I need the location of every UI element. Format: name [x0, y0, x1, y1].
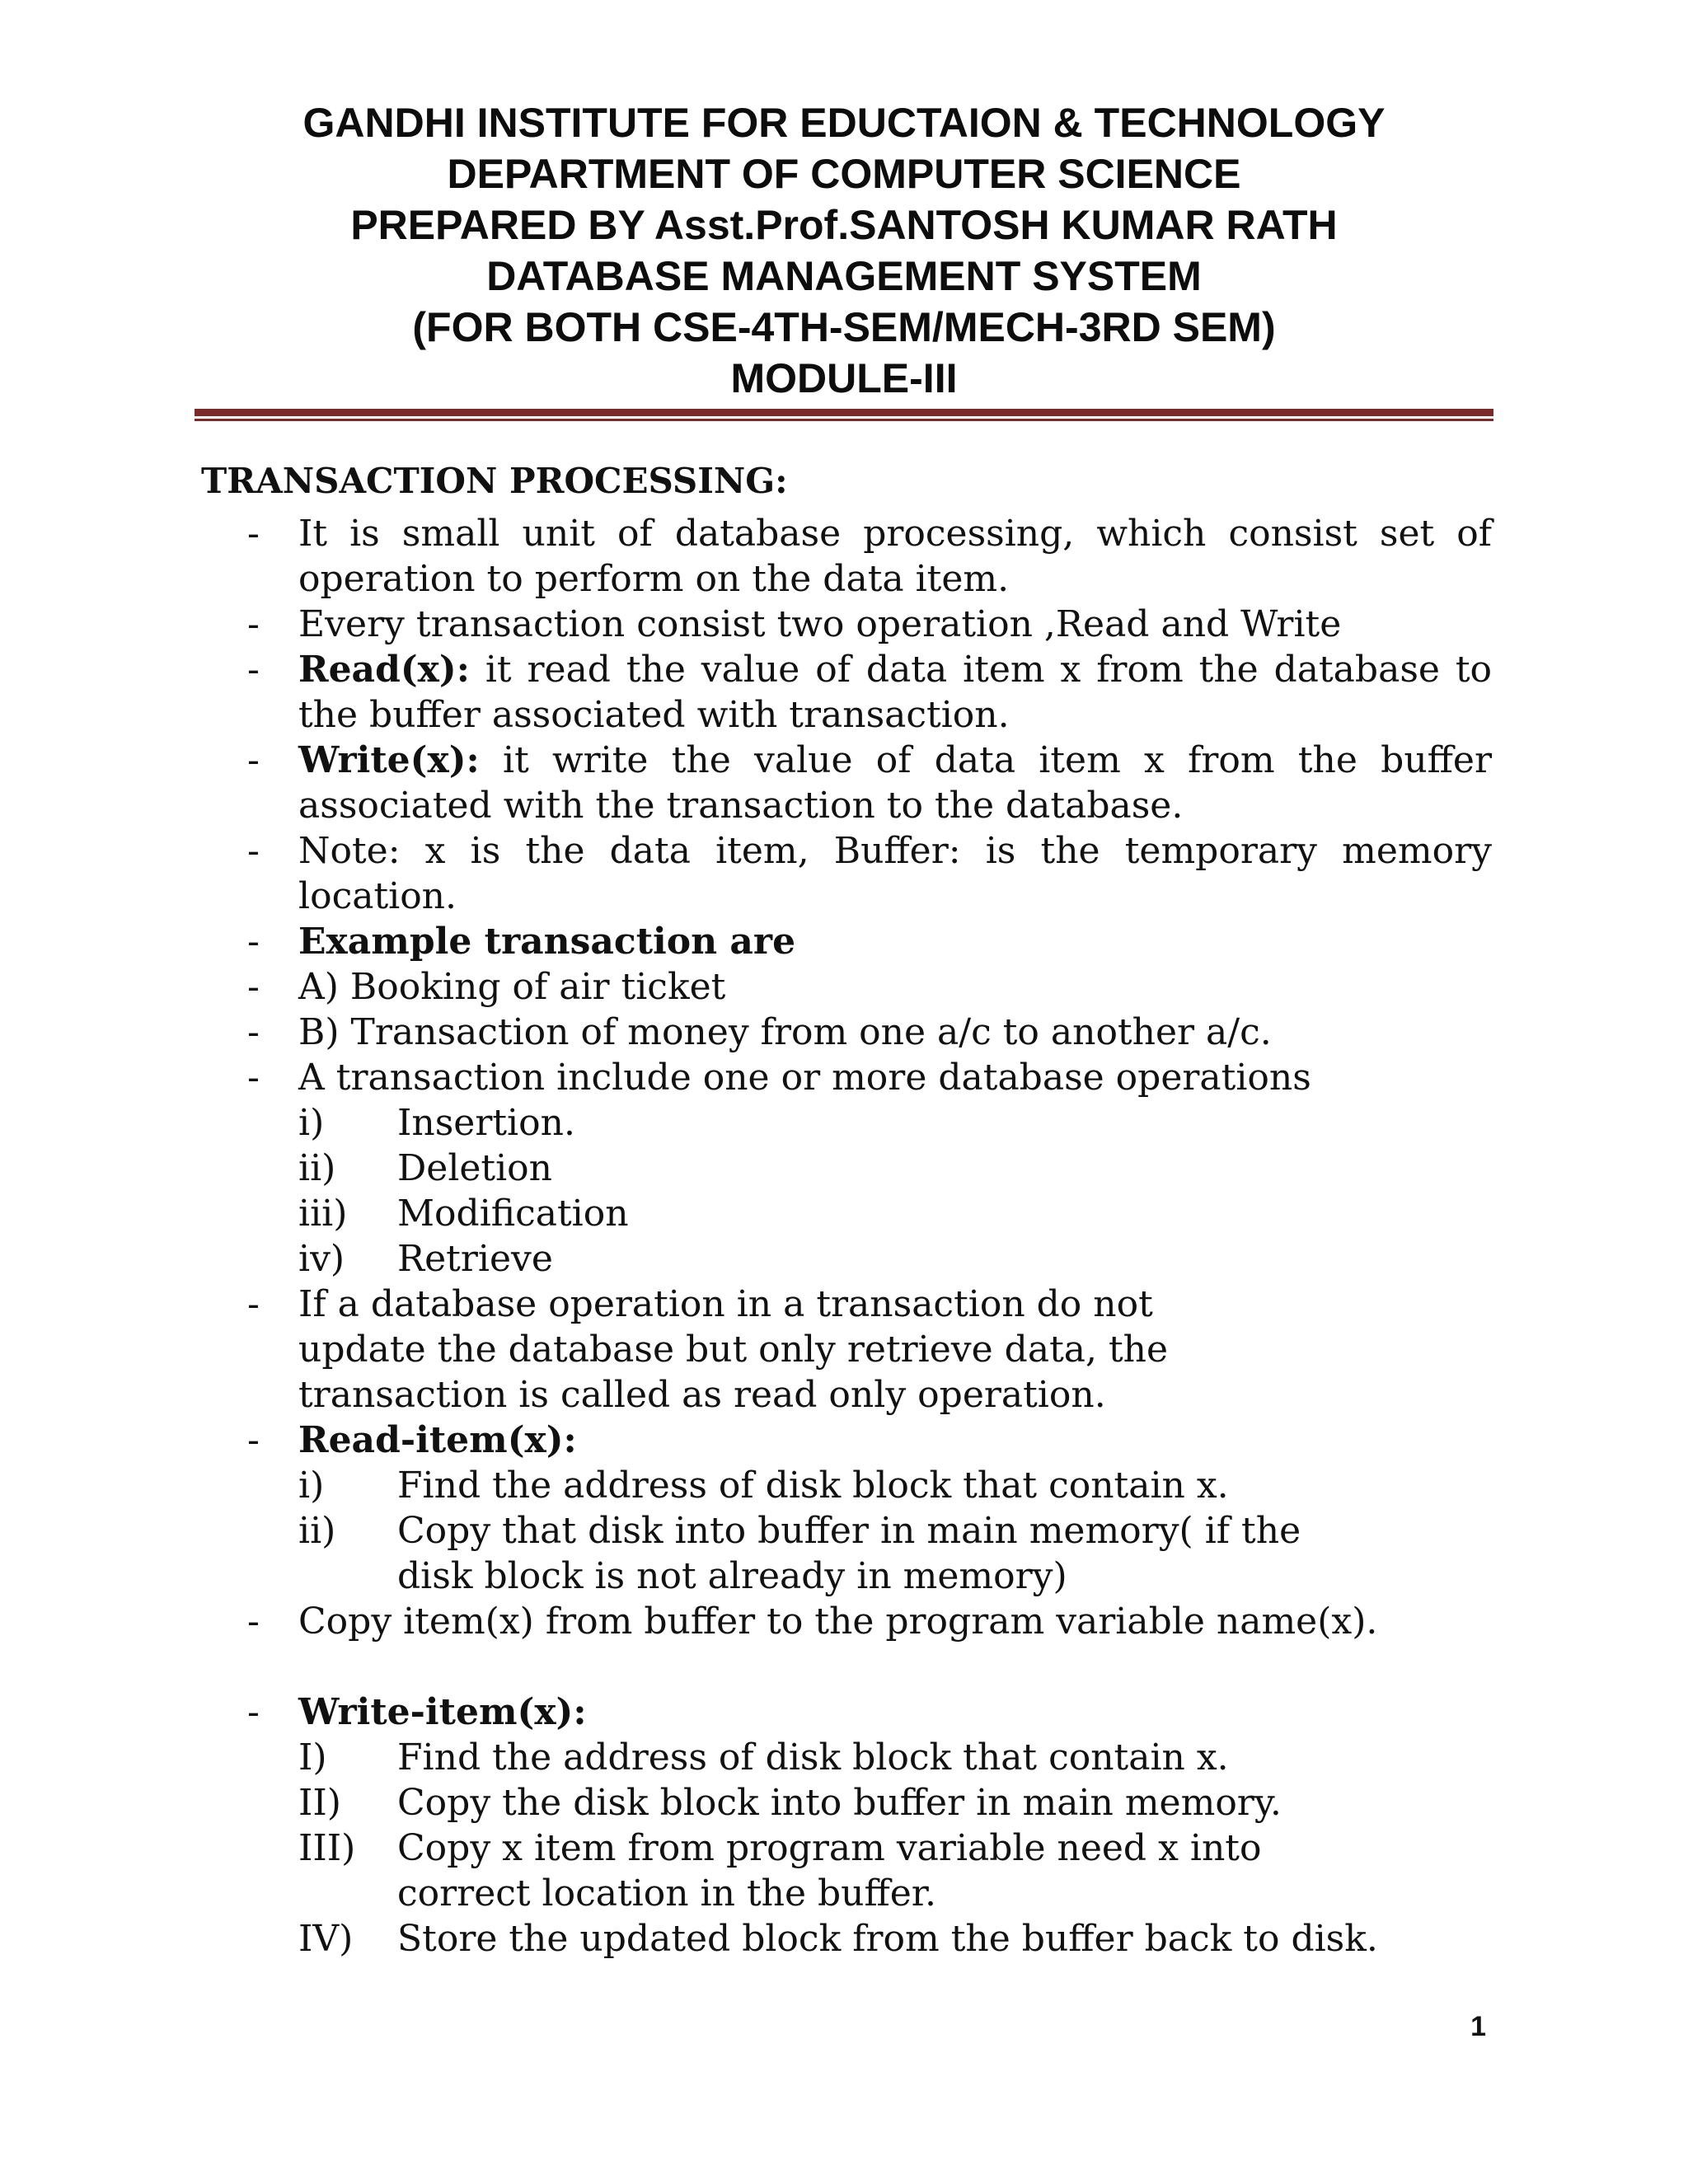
bullet-text: it write the value of data item x from the buffer associated with the transaction to the database. [298, 739, 1492, 827]
sub-item-number: iii) [298, 1193, 348, 1235]
bullet-text: Every transaction consist two operation ,Read and Write [298, 603, 1342, 645]
sub-item-text: Find the address of disk block that contain x. [397, 1465, 1229, 1507]
bullet-text: it read the value of data item x from the database to the buffer associated with transaction. [298, 649, 1492, 736]
section-content [247, 511, 1492, 1961]
section-title: TRANSACTION PROCESSING: [201, 461, 788, 501]
sub-list-item [247, 1780, 1492, 1825]
bullet-text: It is small unit of database processing, which consist set of operation to perform on the data item. [298, 513, 1492, 600]
bullet-dash: - [247, 966, 260, 1008]
subject-name: DATABASE MANAGEMENT SYSTEM [486, 253, 1202, 299]
document-header [195, 97, 1493, 404]
sub-item-text: Deletion [397, 1147, 553, 1189]
sub-item-number: ii) [298, 1147, 336, 1189]
bullet-dash: - [247, 1419, 260, 1461]
bullet-label: Read(x): [298, 649, 470, 691]
bullet-dash: - [247, 1011, 260, 1053]
sub-list-item [247, 1508, 1492, 1599]
bullet-dash: - [247, 1283, 260, 1325]
sub-item-text: Retrieve [397, 1238, 553, 1280]
list-item [247, 1055, 1492, 1100]
bullet-dash: - [247, 649, 260, 691]
sub-list-item [247, 1916, 1492, 1961]
bullet-text: B) Transaction of money from one a/c to another a/c. [298, 1011, 1272, 1053]
list-item [247, 1418, 1492, 1463]
list-item [247, 602, 1492, 647]
bullet-dash: - [247, 921, 260, 963]
bullet-dash: - [247, 739, 260, 781]
bullet-dash: - [247, 830, 260, 872]
bullet-dash: - [247, 513, 260, 555]
sub-list-item [247, 1100, 1492, 1146]
sub-item-number: iv) [298, 1238, 345, 1280]
list-item [247, 738, 1492, 828]
list-item [247, 1690, 1492, 1735]
sub-list-item [247, 1735, 1492, 1780]
list-item [247, 647, 1492, 738]
sub-item-text: Insertion. [397, 1102, 575, 1144]
bullet-text: If a database operation in a transaction do not update the database but only retrieve data, the transaction is called as read only operation. [298, 1283, 1169, 1416]
bullet-text: Note: x is the data item, Buffer: is the temporary memory location. [298, 830, 1492, 917]
list-item [247, 964, 1492, 1010]
sub-item-text: Store the updated block from the buffer back to disk. [397, 1918, 1378, 1960]
bullet-dash: - [247, 603, 260, 645]
sub-list-item [247, 1191, 1492, 1236]
bullet-heading: Write-item(x): [298, 1691, 587, 1733]
institute-name: GANDHI INSTITUTE FOR EDUCTAION & TECHNOLOGY [302, 100, 1386, 146]
sub-item-number: i) [298, 1465, 325, 1507]
sub-item-number: ii) [298, 1510, 336, 1552]
semester-line: (FOR BOTH CSE-4TH-SEM/MECH-3RD SEM) [412, 304, 1276, 350]
sub-item-number: III) [298, 1827, 356, 1869]
sub-item-text: Copy x item from program variable need x into correct location in the buffer. [397, 1827, 1262, 1915]
divider-thick-line [195, 409, 1493, 416]
sub-list-item [247, 1146, 1492, 1191]
header-divider [195, 409, 1493, 421]
list-item [247, 828, 1492, 919]
list-item [247, 919, 1492, 964]
bullet-text: A) Booking of air ticket [298, 966, 726, 1008]
sub-item-text: Copy that disk into buffer in main memory( if the disk block is not already in memory) [397, 1510, 1301, 1597]
bullet-text: Copy item(x) from buffer to the program variable name(x). [298, 1601, 1378, 1643]
bullet-heading: Read-item(x): [298, 1419, 577, 1461]
bullet-dash: - [247, 1057, 260, 1099]
author-line: PREPARED BY Asst.Prof.SANTOSH KUMAR RATH [350, 202, 1338, 248]
sub-list-item [247, 1236, 1492, 1282]
sub-item-text: Copy the disk block into buffer in main memory. [397, 1782, 1282, 1824]
module-title: MODULE-III [730, 355, 958, 401]
bullet-label: Write(x): [298, 739, 480, 781]
sub-item-number: II) [298, 1782, 341, 1824]
sub-list-item [247, 1825, 1492, 1916]
list-item [247, 1010, 1492, 1055]
sub-list-item [247, 1463, 1492, 1508]
divider-thin-line [195, 419, 1493, 421]
list-item [247, 1282, 1492, 1418]
list-item [247, 511, 1492, 602]
bullet-heading: Example transaction are [298, 921, 796, 963]
bullet-text: A transaction include one or more database operations [298, 1057, 1311, 1099]
sub-item-text: Modification [397, 1193, 629, 1235]
sub-item-text: Find the address of disk block that contain x. [397, 1736, 1229, 1779]
list-item [247, 1599, 1492, 1644]
bullet-dash: - [247, 1601, 260, 1643]
spacer [247, 1644, 1492, 1690]
page-number: 1 [1470, 2011, 1486, 2042]
department-name: DEPARTMENT OF COMPUTER SCIENCE [447, 151, 1241, 197]
sub-item-number: IV) [298, 1918, 354, 1960]
sub-item-number: i) [298, 1102, 325, 1144]
bullet-dash: - [247, 1691, 260, 1733]
sub-item-number: I) [298, 1736, 327, 1779]
